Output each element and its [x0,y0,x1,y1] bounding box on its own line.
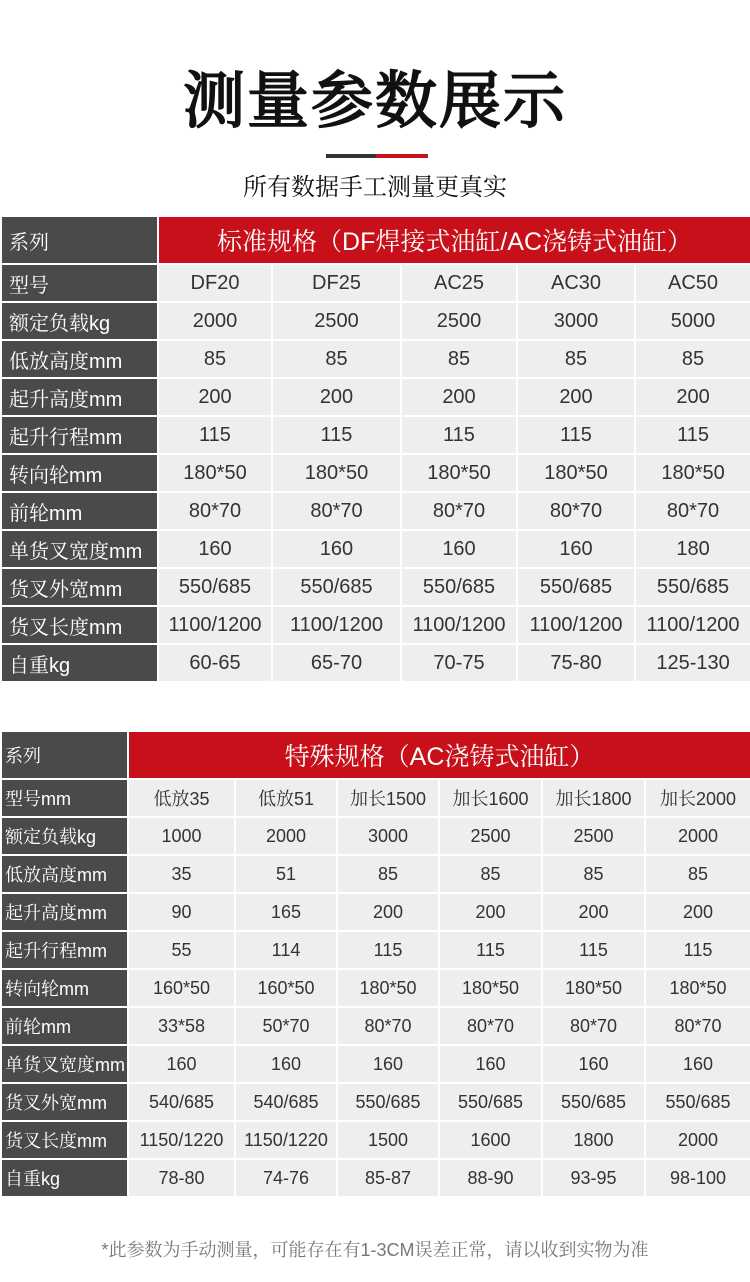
table-row [1,931,750,969]
row-label: 自重kg [1,1159,128,1197]
table-cell: 2500 [401,302,517,340]
row-label: 转向轮mm [1,454,158,492]
table-cell: 200 [517,378,635,416]
table-cell: 160 [128,1045,235,1083]
table-cell: 加长1500 [337,779,439,817]
table-cell: 550/685 [337,1083,439,1121]
table-cell: 180*50 [635,454,750,492]
table-row [1,606,750,644]
row-label: 低放高度mm [1,855,128,893]
table-cell: 80*70 [517,492,635,530]
table-cell: 200 [401,378,517,416]
table-cell: 160*50 [128,969,235,1007]
table-cell: 180*50 [517,454,635,492]
table-cell: 550/685 [542,1083,645,1121]
row-label: 货叉长度mm [1,1121,128,1159]
table-cell: 115 [542,931,645,969]
row-label: 起升行程mm [1,416,158,454]
row-label: 起升高度mm [1,378,158,416]
table-cell: 75-80 [517,644,635,682]
table-row [1,1083,750,1121]
table-cell: 1000 [128,817,235,855]
table-cell: 2500 [439,817,542,855]
table-cell: 1150/1220 [235,1121,337,1159]
table-cell: 85 [542,855,645,893]
row-label: 前轮mm [1,492,158,530]
table-row [1,568,750,606]
table-cell: 2000 [235,817,337,855]
table-cell: 80*70 [645,1007,750,1045]
table-cell: 115 [158,416,272,454]
table-cell: 165 [235,893,337,931]
table-cell: 90 [128,893,235,931]
table-row [1,855,750,893]
standard-spec-header: 标准规格（DF焊接式油缸/AC浇铸式油缸） [158,216,750,264]
table-cell: 80*70 [158,492,272,530]
table-row [1,378,750,416]
table-cell: 85 [272,340,401,378]
table-cell: 180*50 [272,454,401,492]
table-row [1,454,750,492]
series-label: 系列 [1,731,128,779]
row-label: 低放高度mm [1,340,158,378]
table-cell: 85 [635,340,750,378]
table-cell: 160 [645,1045,750,1083]
table-row [1,264,750,302]
footnote: *此参数为手动测量，可能存在有1-3CM误差正常，请以收到实物为准 [101,1240,649,1260]
table-cell: AC50 [635,264,750,302]
row-label: 起升行程mm [1,931,128,969]
table-cell: 加长2000 [645,779,750,817]
table-cell: 3000 [517,302,635,340]
row-label: 型号mm [1,779,128,817]
table-cell: 550/685 [635,568,750,606]
table-cell: 1150/1220 [128,1121,235,1159]
table-cell: 1800 [542,1121,645,1159]
table-cell: 115 [517,416,635,454]
table-cell: 85-87 [337,1159,439,1197]
table-cell: 180*50 [439,969,542,1007]
table-cell: 80*70 [439,1007,542,1045]
table-cell: 85 [439,855,542,893]
table-cell: 85 [517,340,635,378]
page-title: 测量参数展示 [182,67,567,136]
table-cell: 160 [401,530,517,568]
table-cell: 115 [337,931,439,969]
table-cell: 200 [635,378,750,416]
table-cell: 160 [272,530,401,568]
table-cell: 550/685 [645,1083,750,1121]
table-cell: 80*70 [635,492,750,530]
table-cell: 200 [272,378,401,416]
row-label: 单货叉宽度mm [1,1045,128,1083]
table-cell: 80*70 [542,1007,645,1045]
table-row [1,1007,750,1045]
table-cell: 2000 [645,1121,750,1159]
table-cell: 180 [635,530,750,568]
table-cell: 93-95 [542,1159,645,1197]
table-cell: 125-130 [635,644,750,682]
table-cell: 35 [128,855,235,893]
row-label: 转向轮mm [1,969,128,1007]
table-cell: 115 [439,931,542,969]
table-row [1,1159,750,1197]
table-cell: 114 [235,931,337,969]
row-label: 额定负载kg [1,817,128,855]
table-cell: 51 [235,855,337,893]
table-cell: 540/685 [235,1083,337,1121]
table-cell: 180*50 [337,969,439,1007]
table-cell: 115 [635,416,750,454]
table-row [1,1045,750,1083]
page-subtitle: 所有数据手工测量更真实 [243,174,507,201]
table-cell: 200 [645,893,750,931]
table-cell: 200 [337,893,439,931]
table-cell: 550/685 [517,568,635,606]
table-cell: AC30 [517,264,635,302]
row-label: 货叉外宽mm [1,1083,128,1121]
table-cell: 1100/1200 [272,606,401,644]
table-cell: 80*70 [272,492,401,530]
table-cell: 3000 [337,817,439,855]
row-label: 货叉长度mm [1,606,158,644]
table-cell: 1100/1200 [517,606,635,644]
table-cell: 160 [517,530,635,568]
special-spec-table [0,730,750,1198]
table-cell: 78-80 [128,1159,235,1197]
table-cell: 160 [439,1045,542,1083]
table-cell: 低放51 [235,779,337,817]
row-label: 自重kg [1,644,158,682]
special-spec-header: 特殊规格（AC浇铸式油缸） [128,731,750,779]
table-cell: 2500 [542,817,645,855]
table-row [1,817,750,855]
standard-spec-table [0,215,750,683]
table-row [1,893,750,931]
table-cell: 1100/1200 [635,606,750,644]
table-cell: 115 [645,931,750,969]
table-cell: 88-90 [439,1159,542,1197]
table-cell: DF25 [272,264,401,302]
table-row [1,340,750,378]
table-cell: 加长1600 [439,779,542,817]
table-cell: 550/685 [272,568,401,606]
table-cell: 65-70 [272,644,401,682]
row-label: 货叉外宽mm [1,568,158,606]
table-cell: 160 [337,1045,439,1083]
table-row [1,644,750,682]
table-cell: 60-65 [158,644,272,682]
table-cell: 180*50 [542,969,645,1007]
table-cell: 加长1800 [542,779,645,817]
row-label: 前轮mm [1,1007,128,1045]
table-cell: 540/685 [128,1083,235,1121]
table-cell: 160 [542,1045,645,1083]
table-cell: 80*70 [337,1007,439,1045]
table-cell: 550/685 [439,1083,542,1121]
table-cell: 50*70 [235,1007,337,1045]
table-cell: 200 [542,893,645,931]
table-row [1,530,750,568]
row-label: 额定负载kg [1,302,158,340]
table-cell: 200 [158,378,272,416]
table-cell: 180*50 [401,454,517,492]
row-label: 单货叉宽度mm [1,530,158,568]
table-cell: 550/685 [158,568,272,606]
table-cell: 115 [272,416,401,454]
table-cell: 160 [235,1045,337,1083]
row-label: 起升高度mm [1,893,128,931]
table-cell: 2000 [158,302,272,340]
table-cell: 550/685 [401,568,517,606]
series-label: 系列 [1,216,158,264]
table-cell: 200 [439,893,542,931]
table-cell: DF20 [158,264,272,302]
table-cell: 85 [158,340,272,378]
table-row [1,302,750,340]
table-cell: AC25 [401,264,517,302]
table-cell: 85 [401,340,517,378]
table-header-row [1,731,750,779]
table-cell: 180*50 [158,454,272,492]
table-row [1,969,750,1007]
table-cell: 98-100 [645,1159,750,1197]
table-cell: 1100/1200 [158,606,272,644]
table-cell: 85 [337,855,439,893]
table-row [1,779,750,817]
table-header-row [1,216,750,264]
table-cell: 80*70 [401,492,517,530]
table-cell: 55 [128,931,235,969]
table-cell: 33*58 [128,1007,235,1045]
table-row [1,492,750,530]
table-row [1,416,750,454]
row-label: 型号 [1,264,158,302]
table-cell: 1100/1200 [401,606,517,644]
table-cell: 160*50 [235,969,337,1007]
table-cell: 160 [158,530,272,568]
table-cell: 5000 [635,302,750,340]
title-divider-red [376,154,428,158]
table-cell: 1600 [439,1121,542,1159]
table-cell: 85 [645,855,750,893]
table-cell: 180*50 [645,969,750,1007]
table-cell: 1500 [337,1121,439,1159]
table-row [1,1121,750,1159]
table-cell: 74-76 [235,1159,337,1197]
table-cell: 115 [401,416,517,454]
table-cell: 2500 [272,302,401,340]
table-cell: 70-75 [401,644,517,682]
table-cell: 2000 [645,817,750,855]
table-cell: 低放35 [128,779,235,817]
title-divider-dark [326,154,376,158]
